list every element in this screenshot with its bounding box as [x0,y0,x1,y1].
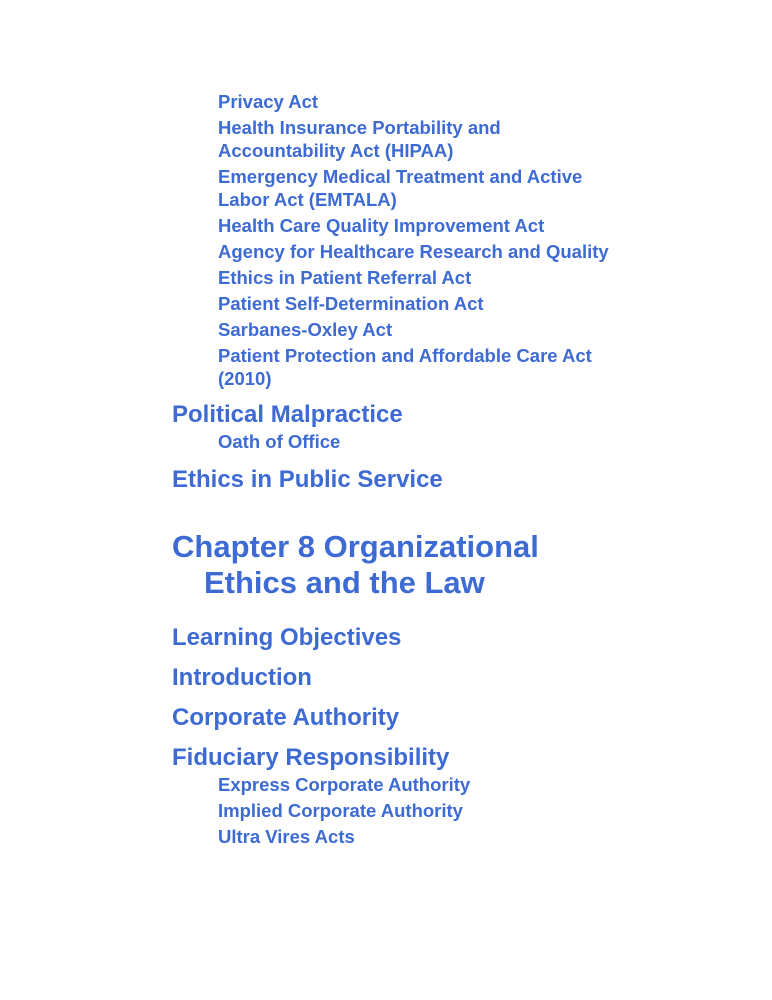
toc-item-oath-of-office[interactable]: Oath of Office [218,431,341,452]
toc-section-corporate-authority[interactable]: Corporate Authority [172,704,400,731]
toc-item-patient-self-determination[interactable]: Patient Self-Determination Act [218,293,484,314]
toc-item-ethics-patient-referral[interactable]: Ethics in Patient Referral Act [218,267,472,288]
toc-item-sarbanes-oxley[interactable]: Sarbanes-Oxley Act [218,319,393,340]
toc-item-implied-corporate-authority[interactable]: Implied Corporate Authority [218,800,463,821]
toc-item-ahrq[interactable]: Agency for Healthcare Research and Quality [218,241,609,262]
toc-section-political-malpractice[interactable]: Political Malpractice [172,401,403,428]
toc-chapter-8-title[interactable]: Chapter 8 Organizational Ethics and the Law [172,529,539,600]
toc-lead-list [172,90,632,390]
table-of-contents [172,88,632,851]
toc-section-learning-objectives[interactable]: Learning Objectives [172,624,402,651]
toc-item-privacy-act[interactable]: Privacy Act [218,91,319,112]
toc-item-emtala[interactable]: Emergency Medical Treatment and Active Labor Act (EMTALA) [218,166,583,210]
toc-item-express-corporate-authority[interactable]: Express Corporate Authority [218,774,471,795]
toc-section-fiduciary-responsibility[interactable]: Fiduciary Responsibility [172,744,450,771]
toc-item-hipaa[interactable]: Health Insurance Portability and Accountability Act (HIPAA) [218,117,501,161]
toc-section-ethics-public-service[interactable]: Ethics in Public Service [172,466,443,493]
toc-item-ultra-vires-acts[interactable]: Ultra Vires Acts [218,826,355,847]
toc-item-hcqia[interactable]: Health Care Quality Improvement Act [218,215,545,236]
toc-section-introduction[interactable]: Introduction [172,664,312,691]
toc-item-ppaca[interactable]: Patient Protection and Affordable Care Act (2010) [218,345,592,389]
